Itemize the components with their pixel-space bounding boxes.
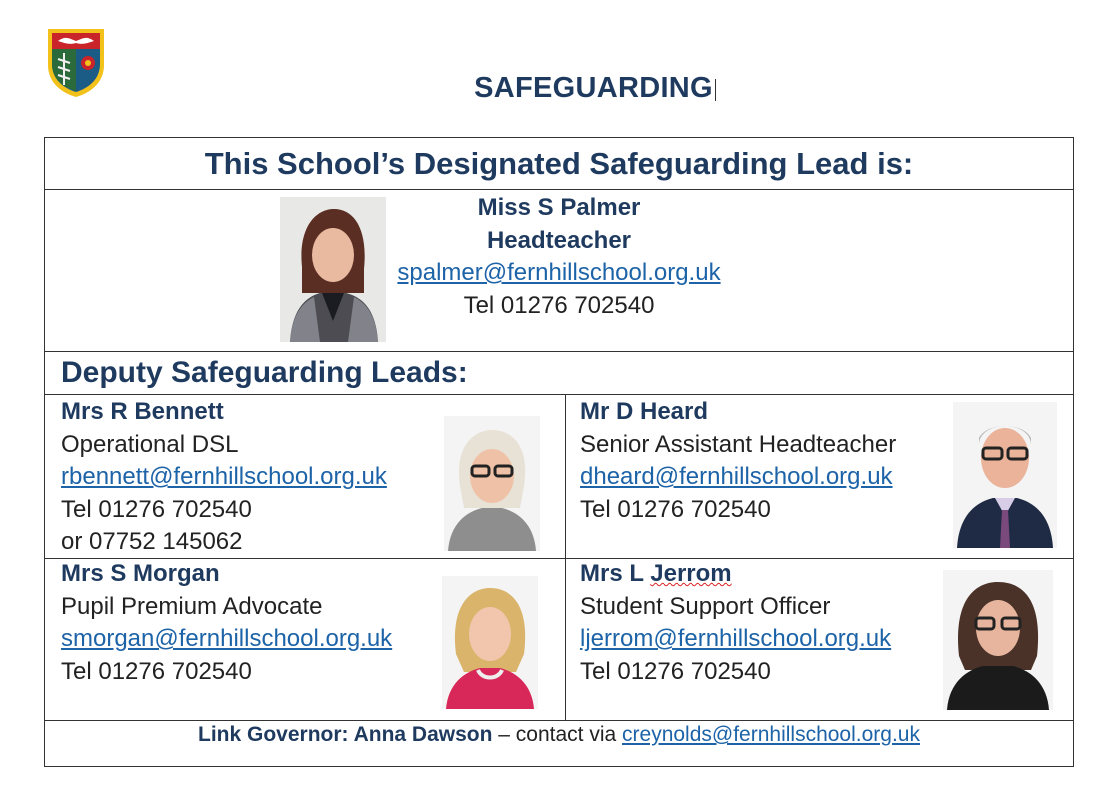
deputy-tel: Tel 01276 702540	[580, 495, 771, 523]
row-divider	[45, 720, 1073, 721]
deputy-name: Mr D Heard	[580, 398, 709, 425]
deputy-role: Student Support Officer	[580, 592, 831, 620]
deputy-photo-heard	[953, 402, 1057, 548]
deputy-role: Pupil Premium Advocate	[61, 592, 323, 620]
deputy-tel: Tel 01276 702540	[61, 657, 252, 685]
column-divider	[565, 395, 566, 720]
deputy-email-link[interactable]: ljerrom@fernhillschool.org.uk	[580, 625, 892, 652]
dsl-details	[45, 192, 1073, 322]
deputy-name: Mrs S Morgan	[61, 560, 220, 587]
deputy-name: Mrs R Bennett	[61, 398, 224, 425]
row-divider	[45, 394, 1073, 395]
governor-label: Link Governor: Anna Dawson	[198, 723, 493, 746]
deputy-photo-jerrom	[943, 570, 1053, 710]
deputy-photo-bennett	[444, 416, 540, 551]
link-governor	[45, 723, 1073, 747]
dsl-name: Miss S Palmer	[477, 194, 641, 221]
deputy-tel: Tel 01276 702540	[580, 657, 771, 685]
deputy-role: Senior Assistant Headteacher	[580, 430, 897, 458]
dsl-role: Headteacher	[486, 226, 632, 254]
deputy-card-jerrom	[580, 558, 891, 688]
deputy-name: Mrs L Jerrom	[580, 560, 732, 587]
text-cursor	[715, 79, 716, 101]
deputy-card-heard	[580, 396, 896, 526]
page-title: SAFEGUARDING	[0, 72, 1116, 105]
deputy-email-link[interactable]: dheard@fernhillschool.org.uk	[580, 463, 893, 490]
deputy-email-link[interactable]: smorgan@fernhillschool.org.uk	[61, 625, 393, 652]
safeguarding-table	[44, 137, 1074, 767]
deputy-card-bennett	[61, 396, 387, 559]
dsl-heading: This School’s Designated Safeguarding Lead is:	[204, 146, 914, 181]
deputy-role: Operational DSL	[61, 430, 239, 458]
dsl-email-link[interactable]: spalmer@fernhillschool.org.uk	[397, 259, 721, 286]
governor-email-link[interactable]: creynolds@fernhillschool.org.uk	[622, 723, 920, 746]
deputy-heading: Deputy Safeguarding Leads:	[61, 356, 468, 389]
deputy-tel: Tel 01276 702540	[61, 495, 252, 523]
deputy-email-link[interactable]: rbennett@fernhillschool.org.uk	[61, 463, 387, 490]
dsl-tel: Tel 01276 702540	[463, 291, 655, 319]
deputy-photo-morgan	[442, 576, 538, 709]
row-divider	[45, 351, 1073, 352]
row-divider	[45, 189, 1073, 190]
deputy-card-morgan	[61, 558, 392, 688]
governor-contact-text: – contact via	[492, 723, 623, 746]
deputy-tel-alt: or 07752 145062	[61, 528, 243, 555]
